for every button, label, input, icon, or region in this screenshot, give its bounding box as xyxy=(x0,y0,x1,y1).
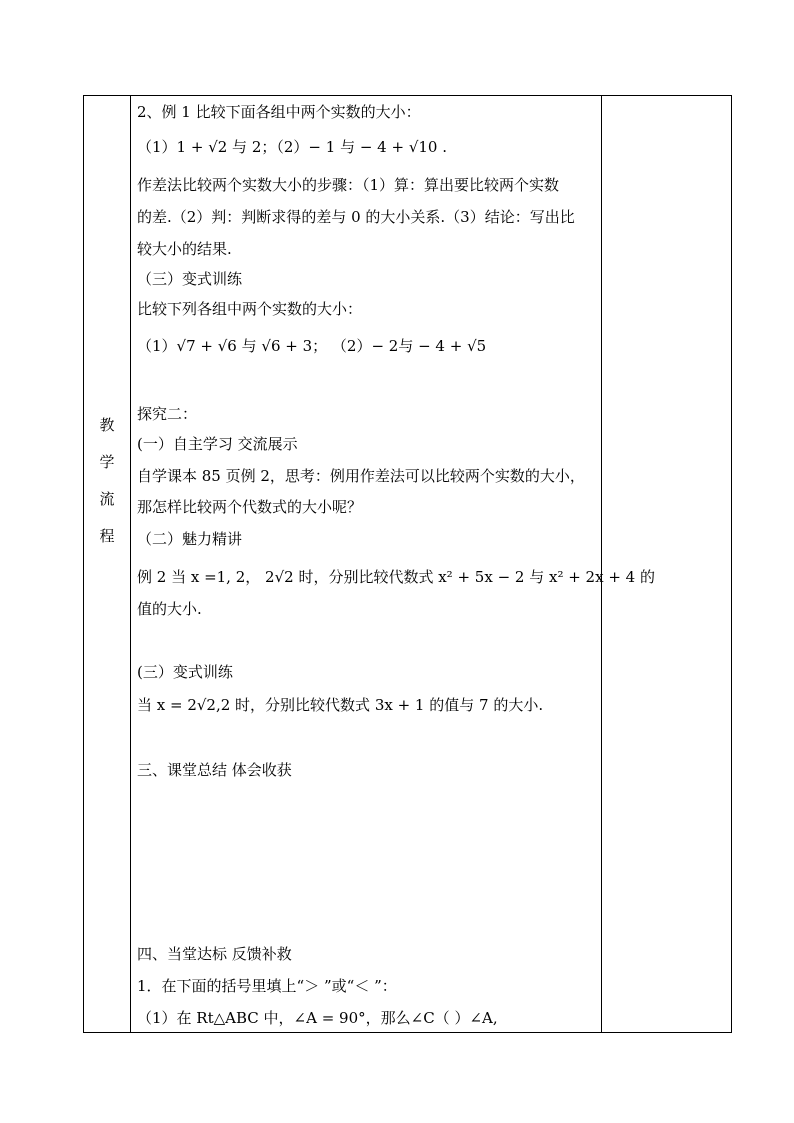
variation2-heading: (三）变式训练 xyxy=(137,663,233,681)
lecture-heading: （二）魅力精讲 xyxy=(137,530,243,548)
method-line-1: 作差法比较两个实数大小的步骤：（1）算：算出要比较两个实数 xyxy=(137,176,560,194)
variation1-heading: （三）变式训练 xyxy=(137,270,243,288)
section-label-char: 流 xyxy=(99,490,115,508)
summary-heading: 三、课堂总结 体会收获 xyxy=(137,761,292,779)
section-label-column xyxy=(84,96,131,1032)
practice-item-1-sub-1: （1）在 Rt△ABC 中，∠A = 90°，那么∠C（ ）∠A, xyxy=(137,1009,498,1027)
method-line-3: 较大小的结果. xyxy=(137,240,232,258)
example1-problem-text: （1）1 + √2 与 2；（2）− 1 与 − 4 + √10 . xyxy=(137,138,447,156)
self-study-line-2: 那怎样比较两个代数式的大小呢？ xyxy=(137,498,363,516)
explore2-heading: 探究二： xyxy=(137,405,198,423)
self-study-heading: (一）自主学习 交流展示 xyxy=(137,435,298,453)
example2-line-2: 值的大小. xyxy=(137,600,202,618)
lesson-plan-table xyxy=(83,95,732,1033)
practice-item-1: 1．在下面的括号里填上“＞ ”或“＜ ”： xyxy=(137,977,397,995)
notes-column xyxy=(601,96,731,1032)
method-line-2: 的差.（2）判：判断求得的差与 0 的大小关系.（3）结论：写出比 xyxy=(137,208,575,226)
section-label-char: 学 xyxy=(99,453,115,471)
practice-heading: 四、当堂达标 反馈补救 xyxy=(137,945,292,963)
section-label xyxy=(84,407,130,555)
variation1-problems: （1）√7 + √6 与 √6 + 3； （2）− 2与 − 4 + √5 xyxy=(137,337,487,355)
example1-title: 2、例 1 比较下面各组中两个实数的大小： xyxy=(137,103,421,121)
variation2-problem: 当 x = 2√2,2 时，分别比较代数式 3x + 1 的值与 7 的大小. xyxy=(137,696,544,714)
self-study-line-1: 自学课本 85 页例 2，思考：例用作差法可以比较两个实数的大小， xyxy=(137,467,585,485)
section-label-char: 教 xyxy=(99,416,115,434)
example2-line-1: 例 2 当 x =1, 2， 2√2 时，分别比较代数式 x² + 5x − 2 与 x² + 2x + 4 的 xyxy=(137,568,655,586)
example1-problem xyxy=(137,137,447,157)
section-label-char: 程 xyxy=(99,527,115,545)
variation1-instruction: 比较下列各组中两个实数的大小： xyxy=(137,300,363,318)
